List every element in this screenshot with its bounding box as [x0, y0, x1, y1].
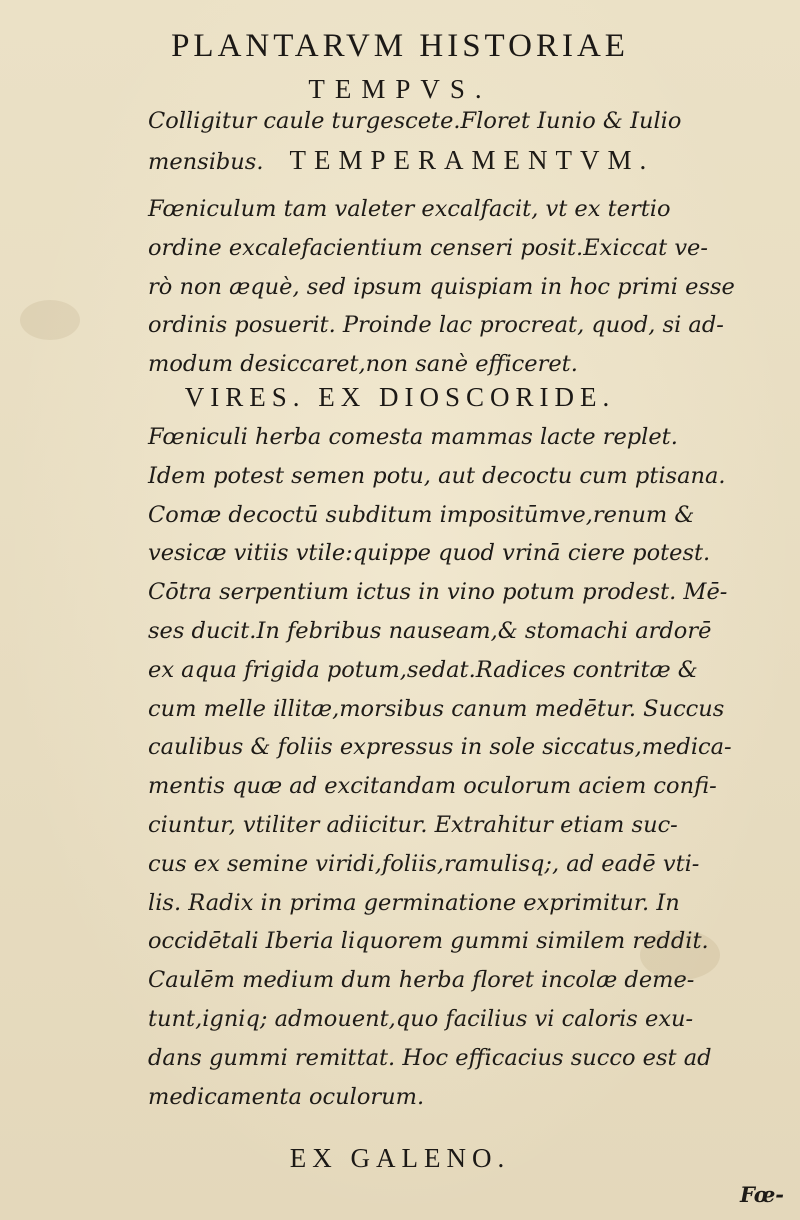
text-line: Fœniculum tam valeter excalfacit, vt ex tertio: [148, 196, 671, 222]
section-heading-tempus: TEMPVS.: [308, 74, 492, 104]
text-line: ordine excalefacientium censeri posit.Exiccat ve-: [148, 234, 708, 261]
section-heading-ex-galeno: EX GALENO.: [289, 1143, 511, 1173]
tempus-paragraph: [148, 102, 788, 180]
text-line: caulibus & foliis expressus in sole siccatus,medica-: [148, 734, 732, 761]
text-line: Fœniculi herba comesta mammas lacte replet.: [148, 424, 678, 450]
text-line: vesicæ vitiis vtile:quippe quod vrinā ciere potest.: [148, 540, 711, 567]
text-line: ciuntur, vtiliter adiicitur. Extrahitur etiam suc-: [148, 811, 678, 838]
text-line: ses ducit.In febribus nauseam,& stomachi ardorē: [148, 617, 712, 644]
catchword: Fœ-: [739, 1182, 784, 1207]
text-line: Idem potest semen potu, aut decoctu cum ptisana.: [148, 462, 726, 489]
running-head: PLANTARVM HISTORIAE: [171, 28, 629, 64]
text-line: tunt,igniq; admouent,quo facilius vi caloris exu-: [148, 1005, 694, 1032]
paper-stain: [20, 300, 80, 340]
text-line: Comæ decoctū subditum impositūmve,renum &: [148, 501, 695, 528]
text-line: Colligitur caule turgescete.Floret Iunio & Iulio: [148, 108, 682, 134]
text-line: rò non æquè, sed ipsum quispiam in hoc primi esse: [148, 273, 735, 300]
text-line: Cōtra serpentium ictus in vino potum prodest. Mē-: [148, 579, 728, 606]
section-heading-vires: VIRES. EX DIOSCORIDE.: [184, 382, 616, 412]
text-line: dans gummi remittat. Hoc efficacius succo est ad: [148, 1044, 712, 1071]
text-line: cum melle illitæ,morsibus canum medētur. Succus: [148, 695, 725, 722]
vires-paragraph: [148, 418, 788, 1116]
text-line: mensibus. TEMPERAMENTVM.: [148, 144, 655, 175]
text-line: modum desiccaret,non sanè efficeret.: [148, 351, 578, 378]
text-line: mentis quæ ad excitandam oculorum aciem confi-: [148, 773, 717, 800]
text-line: cus ex semine viridi,foliis,ramulisq;, ad eadē vti-: [148, 850, 700, 877]
text-line: ordinis posuerit. Proinde lac procreat, quod, si ad-: [148, 312, 724, 339]
text-line: lis. Radix in prima germinatione exprimitur. In: [148, 889, 680, 916]
text-line: ex aqua frigida potum,sedat.Radices contritæ &: [148, 656, 698, 683]
text-line: medicamenta oculorum.: [148, 1083, 425, 1110]
section-heading-temperamentum: TEMPERAMENTVM.: [289, 144, 655, 175]
text-line: Caulēm medium dum herba floret incolæ deme-: [148, 967, 695, 994]
text-line: occidētali Iberia liquorem gummi similem reddit.: [148, 928, 709, 955]
temperamentum-paragraph: [148, 190, 788, 384]
